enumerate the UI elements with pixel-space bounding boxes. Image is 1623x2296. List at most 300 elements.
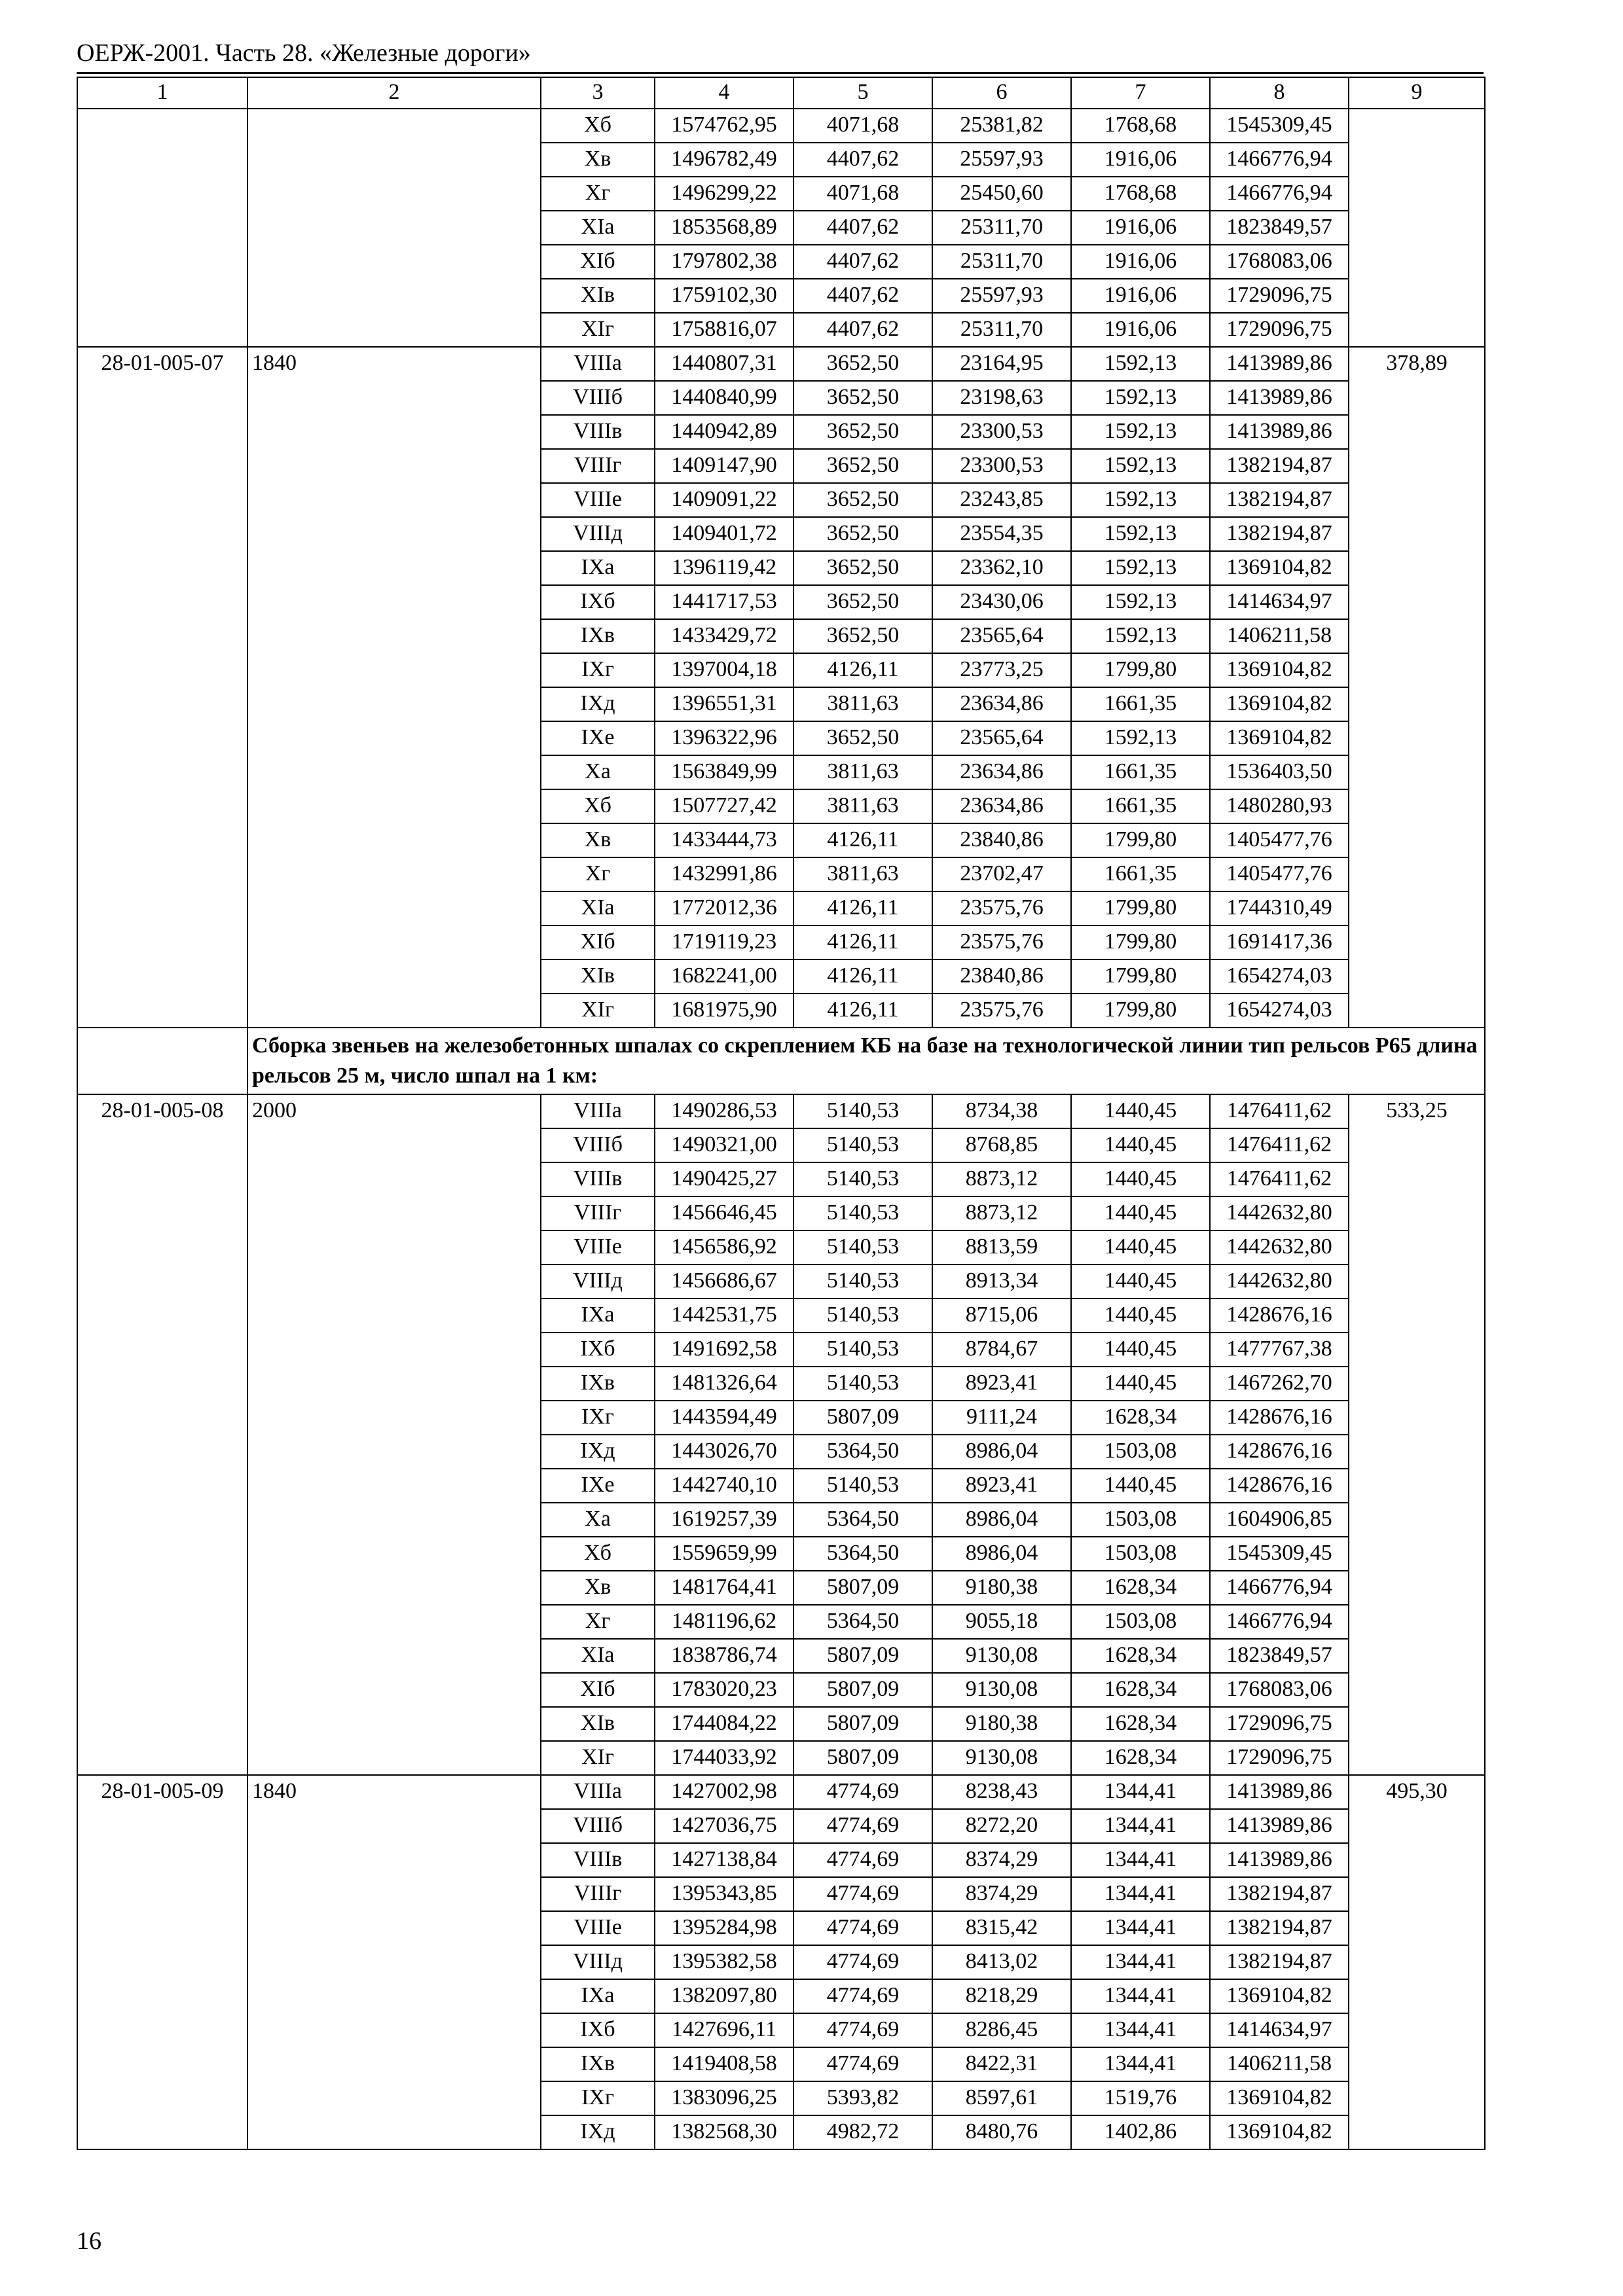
value-cell-col4: 1481764,41: [655, 1571, 793, 1605]
zone-cell: IXе: [541, 1469, 655, 1503]
value-cell-col5: 5140,53: [793, 1333, 932, 1367]
value-cell-col8: 1729096,75: [1210, 1741, 1349, 1775]
value-cell-col7: 1503,08: [1071, 1537, 1210, 1571]
zone-cell: IXе: [541, 721, 655, 755]
column-header-row: [77, 77, 1485, 109]
value-cell-col6: 8238,43: [932, 1775, 1071, 1809]
value-cell-col6: 23554,35: [932, 517, 1071, 551]
value-cell-col7: 1592,13: [1071, 551, 1210, 585]
value-cell-col6: 8784,67: [932, 1333, 1071, 1367]
value-cell-col6: 23164,95: [932, 347, 1071, 381]
value-cell-col6: 8597,61: [932, 2081, 1071, 2115]
zone-cell: VIIIа: [541, 1775, 655, 1809]
value-cell-col6: 23430,06: [932, 585, 1071, 619]
zone-cell: IXа: [541, 1979, 655, 2013]
zone-cell: XIв: [541, 1707, 655, 1741]
value-cell-col8: 1405477,76: [1210, 823, 1349, 857]
sleeper-count: 1840: [247, 347, 541, 1028]
value-cell-col8: 1466776,94: [1210, 1605, 1349, 1639]
value-cell-col4: 1442740,10: [655, 1469, 793, 1503]
zone-cell: VIIIг: [541, 1196, 655, 1230]
value-cell-col6: 8986,04: [932, 1503, 1071, 1537]
value-cell-col5: 4774,69: [793, 1843, 932, 1877]
zone-cell: VIIIг: [541, 1877, 655, 1911]
sleeper-count: [247, 109, 541, 347]
value-cell-col4: 1456646,45: [655, 1196, 793, 1230]
value-cell-col5: 5807,09: [793, 1401, 932, 1435]
value-cell-col4: 1719119,23: [655, 925, 793, 960]
value-cell-col7: 1440,45: [1071, 1094, 1210, 1128]
value-cell-col4: 1396119,42: [655, 551, 793, 585]
value-cell-col6: 9130,08: [932, 1639, 1071, 1673]
value-cell-col4: 1772012,36: [655, 891, 793, 925]
table-row: [77, 347, 1485, 381]
value-cell-col8: 1413989,86: [1210, 1809, 1349, 1843]
zone-cell: IXб: [541, 2013, 655, 2047]
value-cell-col4: 1507727,42: [655, 789, 793, 823]
value-cell-col7: 1592,13: [1071, 619, 1210, 653]
value-cell-col6: 25381,82: [932, 109, 1071, 143]
value-cell-col8: 1413989,86: [1210, 415, 1349, 449]
zone-cell: XIа: [541, 891, 655, 925]
value-cell-col8: 1405477,76: [1210, 857, 1349, 891]
zone-cell: Xг: [541, 857, 655, 891]
value-cell-col8: 1428676,16: [1210, 1401, 1349, 1435]
value-cell-col6: 8422,31: [932, 2047, 1071, 2081]
value-cell-col8: 1382194,87: [1210, 449, 1349, 483]
value-cell-col8: 1480280,93: [1210, 789, 1349, 823]
zone-cell: IXг: [541, 2081, 655, 2115]
zone-cell: Xв: [541, 823, 655, 857]
value-cell-col4: 1409401,72: [655, 517, 793, 551]
value-cell-col4: 1682241,00: [655, 960, 793, 994]
value-cell-col8: 1413989,86: [1210, 347, 1349, 381]
value-cell-col7: 1916,06: [1071, 245, 1210, 279]
value-cell-col4: 1433444,73: [655, 823, 793, 857]
value-cell-col5: 4126,11: [793, 891, 932, 925]
value-cell-col6: 8272,20: [932, 1809, 1071, 1843]
value-cell-col8: 1536403,50: [1210, 755, 1349, 789]
value-cell-col7: 1768,68: [1071, 109, 1210, 143]
zone-cell: IXб: [541, 1333, 655, 1367]
rate-code: 28-01-005-07: [77, 347, 247, 1028]
value-cell-col5: 4071,68: [793, 109, 932, 143]
value-cell-col8: 1428676,16: [1210, 1469, 1349, 1503]
value-cell-col6: 23362,10: [932, 551, 1071, 585]
value-cell-col5: 5807,09: [793, 1707, 932, 1741]
zone-cell: Xа: [541, 755, 655, 789]
value-cell-col6: 23840,86: [932, 823, 1071, 857]
value-cell-col4: 1744033,92: [655, 1741, 793, 1775]
value-cell-col4: 1490286,53: [655, 1094, 793, 1128]
value-cell-col8: 1413989,86: [1210, 1843, 1349, 1877]
value-cell-col7: 1440,45: [1071, 1196, 1210, 1230]
value-cell-col4: 1783020,23: [655, 1673, 793, 1707]
value-cell-col5: 5364,50: [793, 1435, 932, 1469]
value-cell-col5: 4126,11: [793, 994, 932, 1028]
value-cell-col7: 1799,80: [1071, 823, 1210, 857]
value-cell-col4: 1574762,95: [655, 109, 793, 143]
value-cell-col5: 3652,50: [793, 483, 932, 517]
value-cell-col7: 1344,41: [1071, 1945, 1210, 1979]
value-cell-col6: 23634,86: [932, 755, 1071, 789]
value-cell-col4: 1443594,49: [655, 1401, 793, 1435]
zone-cell: Xа: [541, 1503, 655, 1537]
zone-cell: Xг: [541, 177, 655, 211]
value-cell-col8: 1382194,87: [1210, 1911, 1349, 1945]
value-cell-col6: 8768,85: [932, 1128, 1071, 1162]
value-cell-col4: 1395343,85: [655, 1877, 793, 1911]
value-cell-col7: 1440,45: [1071, 1230, 1210, 1265]
value-cell-col4: 1496299,22: [655, 177, 793, 211]
value-cell-col4: 1490425,27: [655, 1162, 793, 1196]
zone-cell: VIIIв: [541, 415, 655, 449]
page-number: 16: [77, 2227, 101, 2255]
value-cell-col5: 4126,11: [793, 960, 932, 994]
zone-cell: XIб: [541, 1673, 655, 1707]
value-cell-col4: 1442531,75: [655, 1299, 793, 1333]
value-cell-col7: 1440,45: [1071, 1333, 1210, 1367]
value-cell-col5: 4126,11: [793, 925, 932, 960]
value-cell-col8: 1428676,16: [1210, 1435, 1349, 1469]
value-cell-col8: 1476411,62: [1210, 1094, 1349, 1128]
table-row: [77, 1775, 1485, 1809]
rate-code: 28-01-005-09: [77, 1775, 247, 2149]
value-cell-col6: 8218,29: [932, 1979, 1071, 2013]
value-cell-col4: 1397004,18: [655, 653, 793, 687]
value-cell-col7: 1344,41: [1071, 1979, 1210, 2013]
value-cell-col7: 1440,45: [1071, 1299, 1210, 1333]
value-cell-col7: 1628,34: [1071, 1741, 1210, 1775]
zone-cell: VIIIб: [541, 381, 655, 415]
value-cell-col5: 5140,53: [793, 1469, 932, 1503]
section-heading-row: [77, 1028, 1485, 1094]
sleeper-count: 2000: [247, 1094, 541, 1775]
value-cell-col7: 1916,06: [1071, 143, 1210, 177]
value-cell-col5: 5393,82: [793, 2081, 932, 2115]
section-blank-cell: [77, 1028, 247, 1094]
value-cell-col5: 5364,50: [793, 1605, 932, 1639]
value-cell-col8: 1369104,82: [1210, 721, 1349, 755]
value-cell-col7: 1799,80: [1071, 925, 1210, 960]
zone-cell: IXг: [541, 1401, 655, 1435]
value-cell-col6: 23702,47: [932, 857, 1071, 891]
value-cell-col7: 1344,41: [1071, 1911, 1210, 1945]
zone-cell: Xб: [541, 109, 655, 143]
value-cell-col5: 4774,69: [793, 2047, 932, 2081]
value-cell-col8: 1406211,58: [1210, 2047, 1349, 2081]
value-cell-col5: 4407,62: [793, 245, 932, 279]
labor-cost: 495,30: [1349, 1775, 1485, 2149]
value-cell-col5: 3652,50: [793, 381, 932, 415]
value-cell-col4: 1853568,89: [655, 211, 793, 245]
value-cell-col4: 1443026,70: [655, 1435, 793, 1469]
zone-cell: VIIIе: [541, 483, 655, 517]
value-cell-col8: 1467262,70: [1210, 1367, 1349, 1401]
zone-cell: VIIIе: [541, 1911, 655, 1945]
rate-code: [77, 109, 247, 347]
zone-cell: VIIIб: [541, 1809, 655, 1843]
value-cell-col8: 1442632,80: [1210, 1230, 1349, 1265]
value-cell-col5: 3652,50: [793, 347, 932, 381]
value-cell-col7: 1344,41: [1071, 1775, 1210, 1809]
value-cell-col8: 1369104,82: [1210, 2081, 1349, 2115]
zone-cell: IXд: [541, 2115, 655, 2149]
value-cell-col4: 1396322,96: [655, 721, 793, 755]
value-cell-col4: 1383096,25: [655, 2081, 793, 2115]
value-cell-col5: 3652,50: [793, 551, 932, 585]
zone-cell: VIIIв: [541, 1843, 655, 1877]
value-cell-col8: 1729096,75: [1210, 1707, 1349, 1741]
value-cell-col7: 1661,35: [1071, 755, 1210, 789]
value-cell-col8: 1414634,97: [1210, 2013, 1349, 2047]
value-cell-col6: 23243,85: [932, 483, 1071, 517]
value-cell-col7: 1440,45: [1071, 1265, 1210, 1299]
value-cell-col5: 5807,09: [793, 1741, 932, 1775]
zone-cell: Xг: [541, 1605, 655, 1639]
value-cell-col7: 1440,45: [1071, 1162, 1210, 1196]
value-cell-col6: 9111,24: [932, 1401, 1071, 1435]
value-cell-col8: 1823849,57: [1210, 1639, 1349, 1673]
value-cell-col7: 1592,13: [1071, 585, 1210, 619]
value-cell-col5: 5807,09: [793, 1639, 932, 1673]
zone-cell: IXб: [541, 585, 655, 619]
value-cell-col7: 1344,41: [1071, 2047, 1210, 2081]
value-cell-col5: 5140,53: [793, 1367, 932, 1401]
value-cell-col6: 9180,38: [932, 1571, 1071, 1605]
value-cell-col8: 1466776,94: [1210, 143, 1349, 177]
value-cell-col4: 1744084,22: [655, 1707, 793, 1741]
value-cell-col5: 4982,72: [793, 2115, 932, 2149]
value-cell-col4: 1481196,62: [655, 1605, 793, 1639]
value-cell-col5: 4774,69: [793, 1979, 932, 2013]
value-cell-col7: 1440,45: [1071, 1128, 1210, 1162]
value-cell-col8: 1545309,45: [1210, 109, 1349, 143]
value-cell-col8: 1413989,86: [1210, 1775, 1349, 1809]
value-cell-col6: 25450,60: [932, 177, 1071, 211]
zone-cell: Xв: [541, 1571, 655, 1605]
value-cell-col8: 1768083,06: [1210, 245, 1349, 279]
value-cell-col6: 8374,29: [932, 1877, 1071, 1911]
value-cell-col8: 1823849,57: [1210, 211, 1349, 245]
value-cell-col5: 5140,53: [793, 1196, 932, 1230]
value-cell-col4: 1409091,22: [655, 483, 793, 517]
zone-cell: XIв: [541, 960, 655, 994]
value-cell-col8: 1413989,86: [1210, 381, 1349, 415]
value-cell-col6: 23198,63: [932, 381, 1071, 415]
value-cell-col5: 3652,50: [793, 415, 932, 449]
value-cell-col6: 23575,76: [932, 891, 1071, 925]
value-cell-col4: 1759102,30: [655, 279, 793, 313]
value-cell-col8: 1369104,82: [1210, 2115, 1349, 2149]
value-cell-col5: 3811,63: [793, 789, 932, 823]
value-cell-col4: 1491692,58: [655, 1333, 793, 1367]
zone-cell: VIIIа: [541, 1094, 655, 1128]
value-cell-col7: 1440,45: [1071, 1367, 1210, 1401]
value-cell-col7: 1768,68: [1071, 177, 1210, 211]
value-cell-col8: 1768083,06: [1210, 1673, 1349, 1707]
value-cell-col6: 8986,04: [932, 1537, 1071, 1571]
value-cell-col4: 1395382,58: [655, 1945, 793, 1979]
value-cell-col7: 1592,13: [1071, 483, 1210, 517]
zone-cell: XIб: [541, 925, 655, 960]
value-cell-col7: 1661,35: [1071, 857, 1210, 891]
value-cell-col6: 9130,08: [932, 1673, 1071, 1707]
value-cell-col7: 1592,13: [1071, 347, 1210, 381]
value-cell-col4: 1433429,72: [655, 619, 793, 653]
table-row: [77, 1094, 1485, 1128]
value-cell-col6: 8286,45: [932, 2013, 1071, 2047]
value-cell-col7: 1344,41: [1071, 1809, 1210, 1843]
value-cell-col7: 1799,80: [1071, 960, 1210, 994]
zone-cell: IXг: [541, 653, 655, 687]
value-cell-col5: 5140,53: [793, 1230, 932, 1265]
value-cell-col7: 1592,13: [1071, 449, 1210, 483]
value-cell-col5: 3652,50: [793, 619, 932, 653]
value-cell-col6: 8374,29: [932, 1843, 1071, 1877]
value-cell-col7: 1799,80: [1071, 994, 1210, 1028]
running-header: ОЕРЖ-2001. Часть 28. «Железные дороги»: [77, 39, 531, 67]
value-cell-col8: 1691417,36: [1210, 925, 1349, 960]
value-cell-col7: 1503,08: [1071, 1435, 1210, 1469]
value-cell-col6: 23565,64: [932, 721, 1071, 755]
value-cell-col6: 25311,70: [932, 245, 1071, 279]
value-cell-col8: 1428676,16: [1210, 1299, 1349, 1333]
value-cell-col5: 5364,50: [793, 1503, 932, 1537]
labor-cost: 378,89: [1349, 347, 1485, 1028]
value-cell-col5: 3652,50: [793, 517, 932, 551]
value-cell-col7: 1916,06: [1071, 279, 1210, 313]
value-cell-col6: 9055,18: [932, 1605, 1071, 1639]
value-cell-col4: 1456586,92: [655, 1230, 793, 1265]
value-cell-col8: 1477767,38: [1210, 1333, 1349, 1367]
value-cell-col7: 1402,86: [1071, 2115, 1210, 2149]
value-cell-col6: 8315,42: [932, 1911, 1071, 1945]
column-header: 6: [932, 77, 1071, 109]
value-cell-col4: 1419408,58: [655, 2047, 793, 2081]
value-cell-col5: 4774,69: [793, 1775, 932, 1809]
value-cell-col5: 3652,50: [793, 721, 932, 755]
value-cell-col6: 8986,04: [932, 1435, 1071, 1469]
value-cell-col8: 1414634,97: [1210, 585, 1349, 619]
value-cell-col6: 23300,53: [932, 449, 1071, 483]
value-cell-col4: 1440840,99: [655, 381, 793, 415]
value-cell-col8: 1442632,80: [1210, 1265, 1349, 1299]
value-cell-col7: 1661,35: [1071, 687, 1210, 721]
value-cell-col5: 4774,69: [793, 1809, 932, 1843]
value-cell-col6: 8715,06: [932, 1299, 1071, 1333]
zone-cell: VIIIб: [541, 1128, 655, 1162]
value-cell-col8: 1382194,87: [1210, 1877, 1349, 1911]
value-cell-col8: 1382194,87: [1210, 1945, 1349, 1979]
value-cell-col7: 1628,34: [1071, 1571, 1210, 1605]
value-cell-col5: 5140,53: [793, 1299, 932, 1333]
value-cell-col6: 23575,76: [932, 994, 1071, 1028]
value-cell-col7: 1916,06: [1071, 313, 1210, 347]
value-cell-col4: 1496782,49: [655, 143, 793, 177]
value-cell-col5: 3811,63: [793, 687, 932, 721]
zone-cell: VIIIд: [541, 517, 655, 551]
value-cell-col5: 5807,09: [793, 1571, 932, 1605]
value-cell-col7: 1503,08: [1071, 1605, 1210, 1639]
value-cell-col6: 25311,70: [932, 211, 1071, 245]
labor-cost: 533,25: [1349, 1094, 1485, 1775]
value-cell-col7: 1592,13: [1071, 517, 1210, 551]
value-cell-col7: 1916,06: [1071, 211, 1210, 245]
value-cell-col4: 1681975,90: [655, 994, 793, 1028]
value-cell-col8: 1604906,85: [1210, 1503, 1349, 1537]
column-header: 1: [77, 77, 247, 109]
value-cell-col4: 1441717,53: [655, 585, 793, 619]
value-cell-col4: 1440807,31: [655, 347, 793, 381]
value-cell-col7: 1592,13: [1071, 721, 1210, 755]
value-cell-col8: 1654274,03: [1210, 994, 1349, 1028]
column-header: 5: [793, 77, 932, 109]
value-cell-col6: 23565,64: [932, 619, 1071, 653]
value-cell-col5: 4071,68: [793, 177, 932, 211]
header-rule: [77, 72, 1484, 74]
value-cell-col8: 1369104,82: [1210, 687, 1349, 721]
value-cell-col8: 1729096,75: [1210, 279, 1349, 313]
value-cell-col6: 25311,70: [932, 313, 1071, 347]
zone-cell: IXд: [541, 687, 655, 721]
value-cell-col8: 1406211,58: [1210, 619, 1349, 653]
value-cell-col6: 8923,41: [932, 1469, 1071, 1503]
value-cell-col5: 5140,53: [793, 1162, 932, 1196]
zone-cell: IXв: [541, 1367, 655, 1401]
value-cell-col6: 8480,76: [932, 2115, 1071, 2149]
value-cell-col6: 8813,59: [932, 1230, 1071, 1265]
value-cell-col7: 1661,35: [1071, 789, 1210, 823]
table-body: [77, 77, 1485, 2149]
zone-cell: VIIIе: [541, 1230, 655, 1265]
value-cell-col4: 1432991,86: [655, 857, 793, 891]
value-cell-col6: 25597,93: [932, 279, 1071, 313]
value-cell-col7: 1628,34: [1071, 1673, 1210, 1707]
value-cell-col7: 1628,34: [1071, 1401, 1210, 1435]
value-cell-col4: 1395284,98: [655, 1911, 793, 1945]
zone-cell: XIб: [541, 245, 655, 279]
value-cell-col5: 4407,62: [793, 313, 932, 347]
zone-cell: VIIIв: [541, 1162, 655, 1196]
value-cell-col7: 1344,41: [1071, 2013, 1210, 2047]
value-cell-col6: 8413,02: [932, 1945, 1071, 1979]
value-cell-col5: 3652,50: [793, 585, 932, 619]
value-cell-col5: 4407,62: [793, 279, 932, 313]
column-header: 3: [541, 77, 655, 109]
value-cell-col6: 23840,86: [932, 960, 1071, 994]
value-cell-col4: 1440942,89: [655, 415, 793, 449]
value-cell-col6: 8913,34: [932, 1265, 1071, 1299]
value-cell-col8: 1382194,87: [1210, 483, 1349, 517]
value-cell-col5: 4126,11: [793, 823, 932, 857]
table-row: [77, 109, 1485, 143]
value-cell-col5: 5140,53: [793, 1094, 932, 1128]
value-cell-col5: 4774,69: [793, 1911, 932, 1945]
value-cell-col6: 25597,93: [932, 143, 1071, 177]
value-cell-col6: 9180,38: [932, 1707, 1071, 1741]
zone-cell: IXв: [541, 2047, 655, 2081]
value-cell-col6: 23634,86: [932, 789, 1071, 823]
zone-cell: XIг: [541, 994, 655, 1028]
value-cell-col6: 23634,86: [932, 687, 1071, 721]
rate-code: 28-01-005-08: [77, 1094, 247, 1775]
value-cell-col7: 1628,34: [1071, 1639, 1210, 1673]
value-cell-col7: 1799,80: [1071, 653, 1210, 687]
zone-cell: VIIIг: [541, 449, 655, 483]
value-cell-col4: 1619257,39: [655, 1503, 793, 1537]
value-cell-col5: 4774,69: [793, 1877, 932, 1911]
